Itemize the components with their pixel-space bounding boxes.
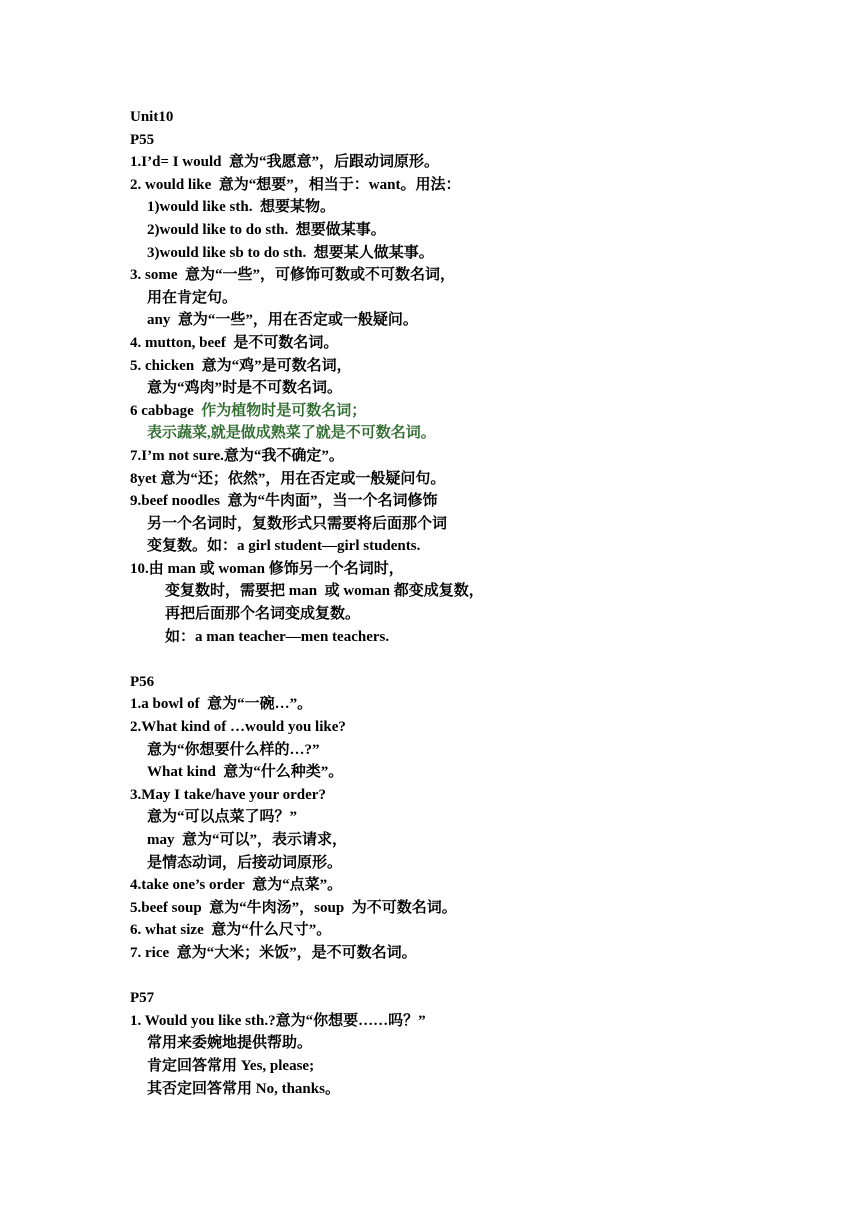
- note-line: 如：a man teacher—men teachers.: [165, 628, 390, 645]
- note-line: 另一个名词时，复数形式只需要将后面那个词: [147, 515, 448, 532]
- note-line: 4.take one’s order 意为“点菜”。: [130, 877, 343, 894]
- note-line-prefix: 6 cabbage: [130, 402, 198, 419]
- note-line: 意为“可以点菜了吗？”: [147, 809, 298, 826]
- note-line: 6. what size 意为“什么尺寸”。: [130, 922, 332, 939]
- note-line: 用在肯定句。: [147, 289, 238, 306]
- blank-line: [130, 965, 830, 988]
- document-body: [130, 106, 830, 1100]
- note-line: 1.I’d= I would 意为“我愿意”，后跟动词原形。: [130, 154, 439, 171]
- note-line: 是情态动词，后接动词原形。: [147, 854, 343, 871]
- note-line: 变复数。如：a girl student—girl students.: [147, 538, 421, 555]
- note-line: 肯定回答常用 Yes, please;: [147, 1057, 315, 1074]
- note-line: 5.beef soup 意为“牛肉汤”，soup 为不可数名词。: [130, 899, 457, 916]
- note-line: 9.beef noodles 意为“牛肉面”，当一个名词修饰: [130, 493, 438, 510]
- note-line: may 意为“可以”，表示请求，: [147, 832, 347, 848]
- note-line: 8yet 意为“还；依然”，用在否定或一般疑问句。: [130, 470, 446, 487]
- note-line-highlight: 作为植物时是可数名词；: [197, 402, 367, 419]
- note-line: 2.What kind of …would you like?: [130, 719, 346, 736]
- note-line: 2)would like to do sth. 想要做某事。: [147, 221, 386, 238]
- note-line: 其否定回答常用 No, thanks。: [147, 1080, 340, 1097]
- unit-title: Unit10: [130, 109, 174, 125]
- note-line: 意为“鸡肉”时是不可数名词。: [147, 380, 343, 397]
- note-line: 1)would like sth. 想要某物。: [147, 199, 335, 216]
- note-line: 再把后面那个名词变成复数。: [165, 606, 361, 623]
- note-line: 2. would like 意为“想要”，相当于：want。用法：: [130, 176, 461, 193]
- note-line: any 意为“一些”，用在否定或一般疑问。: [147, 312, 418, 329]
- note-line: 表示蔬菜,就是做成熟菜了就是不可数名词。: [147, 425, 436, 442]
- note-line: [130, 400, 830, 423]
- note-line: 3)would like sb to do sth. 想要某人做某事。: [147, 244, 434, 261]
- note-line: 变复数时，需要把 man 或 woman 都变成复数，: [165, 583, 484, 600]
- note-line: 3. some 意为“一些”，可修饰可数或不可数名词，: [130, 267, 455, 284]
- note-line: 7.I’m not sure.意为“我不确定”。: [130, 447, 344, 464]
- note-line: 意为“你想要什么样的…?”: [147, 741, 320, 758]
- blank-line: [130, 648, 830, 671]
- note-line: 3.May I take/have your order?: [130, 786, 326, 803]
- section-heading: P57: [130, 990, 155, 1007]
- note-line: 7. rice 意为“大米；米饭”，是不可数名词。: [130, 944, 417, 961]
- section-heading: P56: [130, 673, 155, 690]
- note-line: 5. chicken 意为“鸡”是可数名词，: [130, 357, 352, 374]
- note-line: 1. Would you like sth.?意为“你想要……吗？”: [130, 1012, 426, 1029]
- note-line: What kind 意为“什么种类”。: [147, 764, 344, 781]
- note-line: 4. mutton, beef 是不可数名词。: [130, 334, 339, 351]
- note-line: 常用来委婉地提供帮助。: [147, 1035, 313, 1052]
- note-line: 1.a bowl of 意为“一碗…”。: [130, 696, 313, 713]
- section-heading: P55: [130, 131, 155, 148]
- note-line: 10.由 man 或 woman 修饰另一个名词时，: [130, 560, 404, 577]
